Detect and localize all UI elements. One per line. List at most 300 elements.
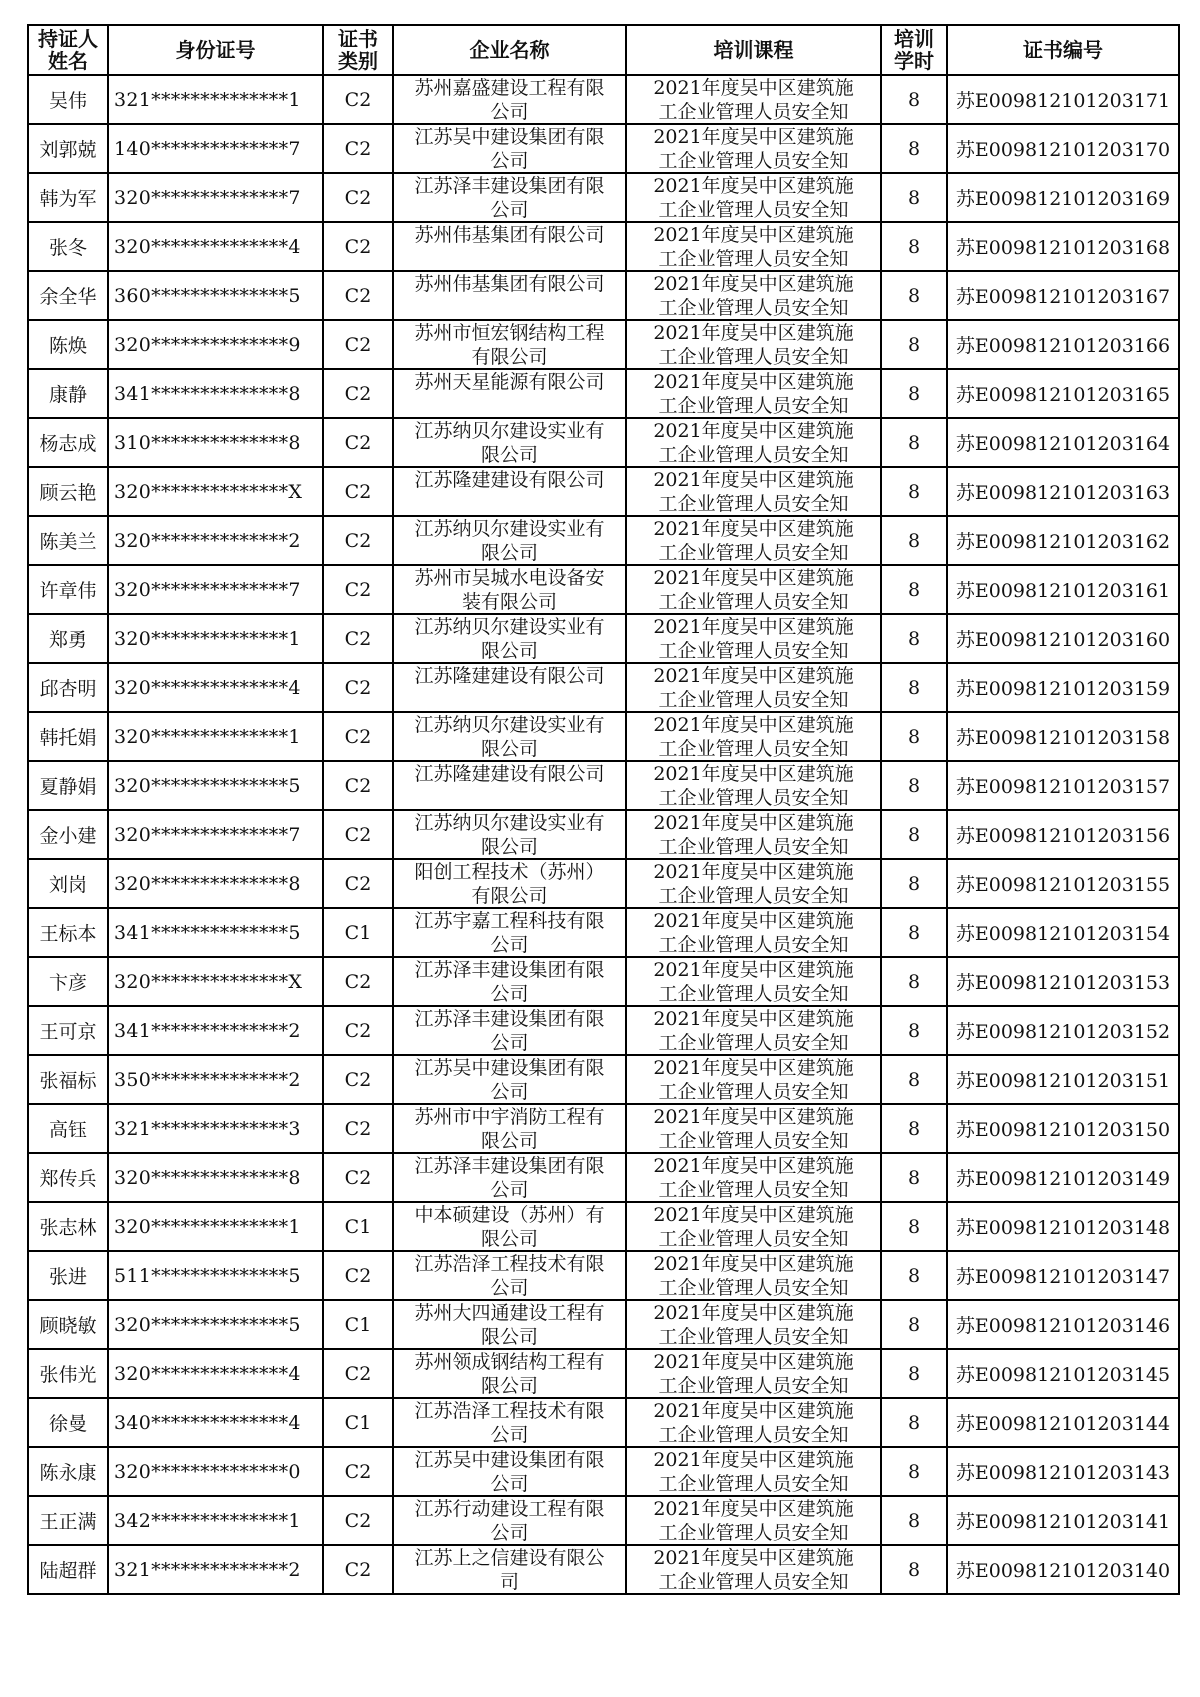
id-number: 320**************7 <box>108 810 323 859</box>
company-name: 江苏上之信建设有限公司 <box>414 1547 605 1593</box>
table-row <box>28 1300 1179 1349</box>
company-clip <box>394 76 625 123</box>
company-clip <box>394 1203 625 1250</box>
cert-number: 苏E009812101203148 <box>947 1202 1179 1251</box>
cert-number: 苏E009812101203143 <box>947 1447 1179 1496</box>
course-cell <box>626 810 881 859</box>
course-clip <box>627 615 880 662</box>
company-clip <box>394 370 625 417</box>
training-course: 2021年度吴中区建筑施工企业管理人员安全知 <box>653 77 854 123</box>
training-course: 2021年度吴中区建筑施工企业管理人员安全知 <box>653 1302 854 1348</box>
course-cell <box>626 1496 881 1545</box>
holder-name: 郑勇 <box>28 614 108 663</box>
id-number: 320**************5 <box>108 1300 323 1349</box>
training-hours: 8 <box>881 1251 947 1300</box>
company-clip <box>394 1301 625 1348</box>
course-cell <box>626 369 881 418</box>
cert-category: C2 <box>323 1006 393 1055</box>
holder-name: 高钰 <box>28 1104 108 1153</box>
cert-category: C2 <box>323 173 393 222</box>
course-clip <box>627 1056 880 1103</box>
company-cell <box>393 75 626 124</box>
company-name: 江苏纳贝尔建设实业有限公司 <box>414 518 605 564</box>
table-row <box>28 1447 1179 1496</box>
training-course: 2021年度吴中区建筑施工企业管理人员安全知 <box>653 420 854 466</box>
company-cell <box>393 516 626 565</box>
company-cell <box>393 222 626 271</box>
company-clip <box>394 664 625 711</box>
company-cell <box>393 810 626 859</box>
training-course: 2021年度吴中区建筑施工企业管理人员安全知 <box>653 1400 854 1446</box>
course-clip <box>627 566 880 613</box>
cert-number: 苏E009812101203152 <box>947 1006 1179 1055</box>
company-cell <box>393 565 626 614</box>
training-hours: 8 <box>881 712 947 761</box>
course-clip <box>627 1252 880 1299</box>
course-cell <box>626 173 881 222</box>
holder-name: 刘郭兢 <box>28 124 108 173</box>
company-clip <box>394 566 625 613</box>
course-clip <box>627 1399 880 1446</box>
table-row <box>28 761 1179 810</box>
course-cell <box>626 1545 881 1594</box>
course-cell <box>626 222 881 271</box>
holder-name: 杨志成 <box>28 418 108 467</box>
course-cell <box>626 1300 881 1349</box>
company-clip <box>394 419 625 466</box>
course-cell <box>626 908 881 957</box>
cert-category: C2 <box>323 271 393 320</box>
company-cell <box>393 1398 626 1447</box>
course-cell <box>626 1398 881 1447</box>
training-course: 2021年度吴中区建筑施工企业管理人员安全知 <box>653 763 854 809</box>
id-number: 321**************3 <box>108 1104 323 1153</box>
id-number: 320**************4 <box>108 1349 323 1398</box>
cert-number: 苏E009812101203150 <box>947 1104 1179 1153</box>
company-name: 江苏泽丰建设集团有限公司 <box>414 1008 605 1054</box>
holder-name: 余全华 <box>28 271 108 320</box>
id-number: 320**************5 <box>108 761 323 810</box>
holder-name: 张伟光 <box>28 1349 108 1398</box>
table-row <box>28 565 1179 614</box>
cert-category: C2 <box>323 957 393 1006</box>
course-cell <box>626 516 881 565</box>
training-course: 2021年度吴中区建筑施工企业管理人员安全知 <box>653 518 854 564</box>
company-name: 江苏纳贝尔建设实业有限公司 <box>414 420 605 466</box>
company-clip <box>394 272 625 319</box>
company-cell <box>393 1349 626 1398</box>
id-number: 341**************5 <box>108 908 323 957</box>
training-hours: 8 <box>881 810 947 859</box>
course-clip <box>627 860 880 907</box>
company-cell <box>393 124 626 173</box>
training-course: 2021年度吴中区建筑施工企业管理人员安全知 <box>653 1155 854 1201</box>
course-clip <box>627 1448 880 1495</box>
training-course: 2021年度吴中区建筑施工企业管理人员安全知 <box>653 1547 854 1593</box>
company-clip <box>394 1546 625 1593</box>
holder-name: 王正满 <box>28 1496 108 1545</box>
training-course: 2021年度吴中区建筑施工企业管理人员安全知 <box>653 175 854 221</box>
training-course: 2021年度吴中区建筑施工企业管理人员安全知 <box>653 1253 854 1299</box>
cert-number: 苏E009812101203149 <box>947 1153 1179 1202</box>
cert-category: C2 <box>323 1055 393 1104</box>
table-row <box>28 418 1179 467</box>
training-hours: 8 <box>881 1545 947 1594</box>
training-course: 2021年度吴中区建筑施工企业管理人员安全知 <box>653 1106 854 1152</box>
company-clip <box>394 860 625 907</box>
course-clip <box>627 1203 880 1250</box>
course-clip <box>627 272 880 319</box>
header-cert-no: 证书编号 <box>947 25 1179 75</box>
header-id: 身份证号 <box>108 25 323 75</box>
course-clip <box>627 958 880 1005</box>
cert-category: C1 <box>323 1398 393 1447</box>
holder-name: 王可京 <box>28 1006 108 1055</box>
company-clip <box>394 517 625 564</box>
training-course: 2021年度吴中区建筑施工企业管理人员安全知 <box>653 469 854 515</box>
id-number: 320**************8 <box>108 859 323 908</box>
id-number: 140**************7 <box>108 124 323 173</box>
holder-name: 陈美兰 <box>28 516 108 565</box>
holder-name: 张志林 <box>28 1202 108 1251</box>
training-hours: 8 <box>881 124 947 173</box>
company-cell <box>393 1251 626 1300</box>
company-name: 江苏纳贝尔建设实业有限公司 <box>414 714 605 760</box>
training-course: 2021年度吴中区建筑施工企业管理人员安全知 <box>653 1498 854 1544</box>
cert-number: 苏E009812101203169 <box>947 173 1179 222</box>
course-cell <box>626 1006 881 1055</box>
id-number: 342**************1 <box>108 1496 323 1545</box>
training-hours: 8 <box>881 173 947 222</box>
id-number: 320**************1 <box>108 712 323 761</box>
training-course: 2021年度吴中区建筑施工企业管理人员安全知 <box>653 567 854 613</box>
course-cell <box>626 565 881 614</box>
company-clip <box>394 321 625 368</box>
table-row <box>28 712 1179 761</box>
company-cell <box>393 1300 626 1349</box>
id-number: 320**************2 <box>108 516 323 565</box>
training-hours: 8 <box>881 663 947 712</box>
training-hours: 8 <box>881 1300 947 1349</box>
cert-category: C2 <box>323 1104 393 1153</box>
training-course: 2021年度吴中区建筑施工企业管理人员安全知 <box>653 1204 854 1250</box>
table-row <box>28 467 1179 516</box>
holder-name: 刘岗 <box>28 859 108 908</box>
company-cell <box>393 1202 626 1251</box>
course-clip <box>627 1301 880 1348</box>
company-clip <box>394 468 625 515</box>
cert-category: C2 <box>323 516 393 565</box>
company-cell <box>393 467 626 516</box>
table-row <box>28 614 1179 663</box>
company-name: 苏州嘉盛建设工程有限公司 <box>414 77 605 123</box>
table-row <box>28 1398 1179 1447</box>
cert-number: 苏E009812101203170 <box>947 124 1179 173</box>
header-row <box>28 25 1179 75</box>
holder-name: 邱杏明 <box>28 663 108 712</box>
company-clip <box>394 223 625 270</box>
table-row <box>28 1545 1179 1594</box>
company-name: 苏州伟基集团有限公司 <box>414 224 605 246</box>
training-course: 2021年度吴中区建筑施工企业管理人员安全知 <box>653 665 854 711</box>
holder-name: 顾晓敏 <box>28 1300 108 1349</box>
company-name: 苏州伟基集团有限公司 <box>414 273 605 295</box>
training-course: 2021年度吴中区建筑施工企业管理人员安全知 <box>653 126 854 172</box>
cert-number: 苏E009812101203147 <box>947 1251 1179 1300</box>
cert-number: 苏E009812101203154 <box>947 908 1179 957</box>
id-number: 320**************4 <box>108 222 323 271</box>
course-clip <box>627 1350 880 1397</box>
company-clip <box>394 615 625 662</box>
course-clip <box>627 174 880 221</box>
training-course: 2021年度吴中区建筑施工企业管理人员安全知 <box>653 959 854 1005</box>
company-cell <box>393 859 626 908</box>
id-number: 320**************7 <box>108 173 323 222</box>
company-cell <box>393 1055 626 1104</box>
company-name: 江苏隆建建设有限公司 <box>414 763 605 785</box>
company-clip <box>394 1399 625 1446</box>
cert-category: C2 <box>323 222 393 271</box>
id-number: 341**************8 <box>108 369 323 418</box>
table-row <box>28 1349 1179 1398</box>
course-cell <box>626 418 881 467</box>
company-clip <box>394 1350 625 1397</box>
company-name: 中本硕建设（苏州）有限公司 <box>414 1204 605 1250</box>
cert-category: C2 <box>323 75 393 124</box>
cert-category: C2 <box>323 1447 393 1496</box>
company-clip <box>394 174 625 221</box>
cert-number: 苏E009812101203144 <box>947 1398 1179 1447</box>
header-name: 持证人姓名 <box>28 25 108 75</box>
training-hours: 8 <box>881 614 947 663</box>
id-number: 320**************7 <box>108 565 323 614</box>
holder-name: 卞彦 <box>28 957 108 1006</box>
holder-name: 张进 <box>28 1251 108 1300</box>
company-name: 江苏泽丰建设集团有限公司 <box>414 175 605 221</box>
table-row <box>28 663 1179 712</box>
course-clip <box>627 762 880 809</box>
course-clip <box>627 811 880 858</box>
company-clip <box>394 1448 625 1495</box>
training-hours: 8 <box>881 859 947 908</box>
company-cell <box>393 173 626 222</box>
course-cell <box>626 957 881 1006</box>
course-clip <box>627 321 880 368</box>
id-number: 320**************0 <box>108 1447 323 1496</box>
course-clip <box>627 1154 880 1201</box>
cert-number: 苏E009812101203153 <box>947 957 1179 1006</box>
company-cell <box>393 1006 626 1055</box>
table-header <box>28 25 1179 75</box>
cert-number: 苏E009812101203165 <box>947 369 1179 418</box>
company-cell <box>393 761 626 810</box>
table-row <box>28 1496 1179 1545</box>
cert-number: 苏E009812101203166 <box>947 320 1179 369</box>
id-number: 320**************X <box>108 957 323 1006</box>
course-clip <box>627 125 880 172</box>
holder-name: 陈永康 <box>28 1447 108 1496</box>
cert-category: C1 <box>323 908 393 957</box>
header-hours: 培训学时 <box>881 25 947 75</box>
table-row <box>28 1104 1179 1153</box>
company-cell <box>393 320 626 369</box>
course-cell <box>626 1055 881 1104</box>
training-course: 2021年度吴中区建筑施工企业管理人员安全知 <box>653 861 854 907</box>
holder-name: 吴伟 <box>28 75 108 124</box>
cert-number: 苏E009812101203141 <box>947 1496 1179 1545</box>
company-cell <box>393 369 626 418</box>
cert-category: C2 <box>323 859 393 908</box>
holder-name: 韩托娟 <box>28 712 108 761</box>
company-cell <box>393 1496 626 1545</box>
training-hours: 8 <box>881 369 947 418</box>
course-cell <box>626 761 881 810</box>
id-number: 340**************4 <box>108 1398 323 1447</box>
table-row <box>28 124 1179 173</box>
cert-number: 苏E009812101203158 <box>947 712 1179 761</box>
training-hours: 8 <box>881 1202 947 1251</box>
course-clip <box>627 223 880 270</box>
id-number: 320**************8 <box>108 1153 323 1202</box>
training-course: 2021年度吴中区建筑施工企业管理人员安全知 <box>653 273 854 319</box>
company-name: 江苏泽丰建设集团有限公司 <box>414 959 605 1005</box>
company-name: 江苏泽丰建设集团有限公司 <box>414 1155 605 1201</box>
course-clip <box>627 1497 880 1544</box>
id-number: 321**************1 <box>108 75 323 124</box>
id-number: 310**************8 <box>108 418 323 467</box>
company-clip <box>394 1056 625 1103</box>
id-number: 511**************5 <box>108 1251 323 1300</box>
cert-number: 苏E009812101203140 <box>947 1545 1179 1594</box>
course-clip <box>627 419 880 466</box>
cert-number: 苏E009812101203161 <box>947 565 1179 614</box>
company-clip <box>394 125 625 172</box>
training-hours: 8 <box>881 467 947 516</box>
training-hours: 8 <box>881 1447 947 1496</box>
course-clip <box>627 1105 880 1152</box>
company-name: 江苏行动建设工程有限公司 <box>414 1498 605 1544</box>
table-row <box>28 1153 1179 1202</box>
company-clip <box>394 811 625 858</box>
training-hours: 8 <box>881 1349 947 1398</box>
cert-number: 苏E009812101203162 <box>947 516 1179 565</box>
company-clip <box>394 1007 625 1054</box>
holder-name: 徐曼 <box>28 1398 108 1447</box>
company-cell <box>393 614 626 663</box>
training-course: 2021年度吴中区建筑施工企业管理人员安全知 <box>653 714 854 760</box>
course-cell <box>626 467 881 516</box>
course-cell <box>626 663 881 712</box>
company-cell <box>393 418 626 467</box>
table-row <box>28 1055 1179 1104</box>
cert-number: 苏E009812101203156 <box>947 810 1179 859</box>
training-hours: 8 <box>881 516 947 565</box>
cert-number: 苏E009812101203168 <box>947 222 1179 271</box>
holder-name: 金小建 <box>28 810 108 859</box>
training-hours: 8 <box>881 1398 947 1447</box>
holder-name: 陈焕 <box>28 320 108 369</box>
cert-category: C2 <box>323 1545 393 1594</box>
company-cell <box>393 1153 626 1202</box>
id-number: 320**************X <box>108 467 323 516</box>
course-clip <box>627 370 880 417</box>
table-row <box>28 1006 1179 1055</box>
course-cell <box>626 124 881 173</box>
course-cell <box>626 1104 881 1153</box>
table-row <box>28 1251 1179 1300</box>
training-hours: 8 <box>881 957 947 1006</box>
cert-number: 苏E009812101203157 <box>947 761 1179 810</box>
id-number: 320**************9 <box>108 320 323 369</box>
holder-name: 郑传兵 <box>28 1153 108 1202</box>
company-name: 苏州市恒宏钢结构工程有限公司 <box>414 322 605 368</box>
company-name: 江苏吴中建设集团有限公司 <box>414 1449 605 1495</box>
cert-category: C2 <box>323 810 393 859</box>
table-row <box>28 75 1179 124</box>
course-clip <box>627 76 880 123</box>
holder-name: 张福标 <box>28 1055 108 1104</box>
id-number: 320**************1 <box>108 1202 323 1251</box>
cert-category: C2 <box>323 712 393 761</box>
cert-number: 苏E009812101203151 <box>947 1055 1179 1104</box>
company-name: 江苏宇嘉工程科技有限公司 <box>414 910 605 956</box>
training-hours: 8 <box>881 761 947 810</box>
company-clip <box>394 1497 625 1544</box>
training-course: 2021年度吴中区建筑施工企业管理人员安全知 <box>653 616 854 662</box>
training-course: 2021年度吴中区建筑施工企业管理人员安全知 <box>653 371 854 417</box>
training-hours: 8 <box>881 1496 947 1545</box>
cert-category: C2 <box>323 565 393 614</box>
cert-category: C2 <box>323 320 393 369</box>
company-cell <box>393 1104 626 1153</box>
table-row <box>28 810 1179 859</box>
course-clip <box>627 517 880 564</box>
company-cell <box>393 1545 626 1594</box>
holder-name: 王标本 <box>28 908 108 957</box>
table-row <box>28 173 1179 222</box>
company-name: 阳创工程技术（苏州）有限公司 <box>414 861 605 907</box>
course-cell <box>626 1251 881 1300</box>
table-row <box>28 908 1179 957</box>
training-hours: 8 <box>881 75 947 124</box>
cert-category: C2 <box>323 663 393 712</box>
cert-category: C2 <box>323 1251 393 1300</box>
cert-category: C2 <box>323 124 393 173</box>
course-cell <box>626 75 881 124</box>
company-clip <box>394 1154 625 1201</box>
training-course: 2021年度吴中区建筑施工企业管理人员安全知 <box>653 812 854 858</box>
cert-number: 苏E009812101203163 <box>947 467 1179 516</box>
company-cell <box>393 1447 626 1496</box>
company-clip <box>394 909 625 956</box>
course-clip <box>627 468 880 515</box>
company-name: 江苏纳贝尔建设实业有限公司 <box>414 812 605 858</box>
id-number: 350**************2 <box>108 1055 323 1104</box>
company-clip <box>394 1105 625 1152</box>
company-name: 江苏吴中建设集团有限公司 <box>414 1057 605 1103</box>
company-name: 苏州市吴城水电设备安装有限公司 <box>414 567 605 613</box>
company-name: 苏州大四通建设工程有限公司 <box>414 1302 605 1348</box>
company-name: 江苏隆建建设有限公司 <box>414 469 605 491</box>
cert-category: C1 <box>323 1300 393 1349</box>
holder-name: 陆超群 <box>28 1545 108 1594</box>
course-cell <box>626 614 881 663</box>
training-hours: 8 <box>881 1055 947 1104</box>
course-cell <box>626 859 881 908</box>
company-name: 苏州领成钢结构工程有限公司 <box>414 1351 605 1397</box>
table-row <box>28 1202 1179 1251</box>
id-number: 320**************4 <box>108 663 323 712</box>
